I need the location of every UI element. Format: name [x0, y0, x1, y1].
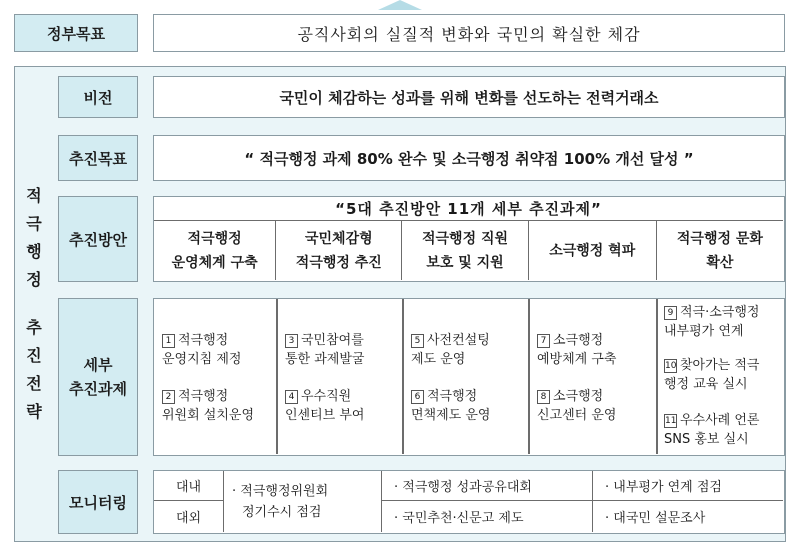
plan-item-line: 적극행정 문화	[676, 230, 763, 247]
external-label: 대외	[154, 501, 224, 532]
task-number: 8	[537, 390, 550, 404]
task-text: 적극·소극행정	[680, 305, 760, 320]
task-text: 사전컨설팅	[427, 333, 490, 348]
target-label: 추진목표	[58, 135, 138, 181]
task-text: 찾아가는 적극	[680, 358, 760, 373]
tasks-box	[153, 298, 785, 456]
plan-item	[402, 221, 528, 280]
task-number: 10	[665, 361, 677, 371]
plan-items	[154, 221, 783, 280]
task-text: SNS 홍보 실시	[664, 432, 749, 447]
tasks-label-line: 추진과제	[69, 380, 127, 398]
task-number: 11	[665, 416, 677, 426]
task-number: 1	[162, 334, 175, 348]
column-divider	[528, 299, 530, 454]
plan-label: 추진방안	[58, 196, 138, 282]
task-text: 인센티브 부여	[285, 408, 365, 423]
committee-line: 정기수시 점검	[242, 504, 322, 520]
gov-goal-label: 정부목표	[14, 14, 138, 52]
task-item	[411, 331, 490, 369]
task-text: 운영지침 제정	[162, 352, 242, 367]
task-number: 6	[411, 390, 424, 404]
side-label	[14, 66, 54, 542]
task-item	[162, 387, 254, 425]
task-item	[664, 303, 759, 341]
column-divider	[402, 299, 404, 454]
plan-item	[154, 221, 276, 280]
task-text: 우수직원	[301, 389, 352, 404]
plan-item-line: 소극행정 혁파	[549, 242, 636, 259]
task-text: 국민참여를	[301, 333, 364, 348]
survey-item: · 대국민 설문조사	[605, 511, 706, 526]
plan-box	[153, 196, 785, 282]
task-text: 소극행정	[553, 389, 604, 404]
plan-item-line: 보호 및 지원	[426, 254, 504, 271]
vision-label: 비전	[58, 76, 138, 118]
task-item	[664, 411, 759, 449]
plan-item-line: 적극행정 추진	[295, 254, 382, 271]
plan-title: “5대 추진방안 11개 세부 추진과제”	[154, 197, 783, 221]
side-label-char: 추	[26, 318, 42, 337]
conference-item: · 적극행정 성과공유대회	[382, 471, 593, 501]
committee-check	[224, 471, 382, 532]
tasks-label-line: 세부	[83, 356, 113, 374]
task-text: 소극행정	[553, 333, 604, 348]
task-text: 예방체계 구축	[537, 352, 617, 367]
task-text: 행정 교육 실시	[664, 377, 748, 392]
plan-item-line: 국민체감형	[305, 230, 373, 247]
task-item	[537, 387, 616, 425]
task-text: 내부평가 연계	[664, 324, 744, 339]
plan-item-line: 운영체계 구축	[171, 254, 258, 271]
committee-line: · 적극행정위원회	[232, 483, 329, 499]
side-label-char: 진	[26, 346, 42, 365]
task-number: 7	[537, 334, 550, 348]
plan-item-line: 적극행정	[187, 230, 242, 247]
tasks-label	[58, 298, 138, 456]
column-divider	[656, 299, 658, 454]
task-text: 위원회 설치운영	[162, 408, 255, 423]
task-text: 적극행정	[178, 389, 229, 404]
task-text: 우수사례 언론	[680, 413, 760, 428]
task-number: 4	[285, 390, 298, 404]
side-label-char: 정	[26, 270, 42, 289]
side-label-char: 행	[26, 242, 42, 261]
task-number: 2	[162, 390, 175, 404]
side-label-char: 전	[26, 374, 42, 393]
task-number: 9	[664, 306, 677, 320]
plan-item-line: 적극행정 직원	[422, 230, 509, 247]
internal-label: 대내	[154, 471, 224, 501]
task-item	[285, 387, 364, 425]
task-text: 적극행정	[178, 333, 229, 348]
gov-goal-text: 공직사회의 실질적 변화와 국민의 확실한 체감	[153, 14, 785, 52]
task-number: 5	[411, 334, 424, 348]
down-arrow-icon	[378, 0, 422, 10]
vision-text: 국민이 체감하는 성과를 위해 변화를 선도하는 전력거래소	[153, 76, 785, 118]
plan-item	[276, 221, 402, 280]
internal-eval-item: · 내부평가 연계 점검	[593, 471, 783, 501]
column-divider	[276, 299, 278, 454]
task-number: 3	[285, 334, 298, 348]
task-text: 적극행정	[427, 389, 478, 404]
task-text: 제도 운영	[411, 352, 466, 367]
task-item	[285, 331, 364, 369]
plan-item	[657, 221, 783, 280]
task-text: 면책제도 운영	[411, 408, 491, 423]
task-item	[537, 331, 616, 369]
task-text: 통한 과제발굴	[285, 352, 365, 367]
monitoring-label: 모니터링	[58, 470, 138, 534]
side-label-char: 략	[26, 402, 42, 421]
task-text: 신고센터 운영	[537, 408, 617, 423]
task-item	[162, 331, 241, 369]
plan-item-line: 확산	[706, 254, 734, 271]
monitoring-box	[153, 470, 785, 534]
side-label-char: 극	[26, 214, 42, 233]
recommend-item: · 국민추천·신문고 제도	[382, 501, 593, 532]
side-label-char: 적	[26, 186, 42, 205]
task-item	[411, 387, 490, 425]
plan-item	[529, 221, 657, 280]
target-text: “ 적극행정 과제 80% 완수 및 소극행정 취약점 100% 개선 달성 ”	[153, 135, 785, 181]
task-item	[664, 356, 759, 394]
